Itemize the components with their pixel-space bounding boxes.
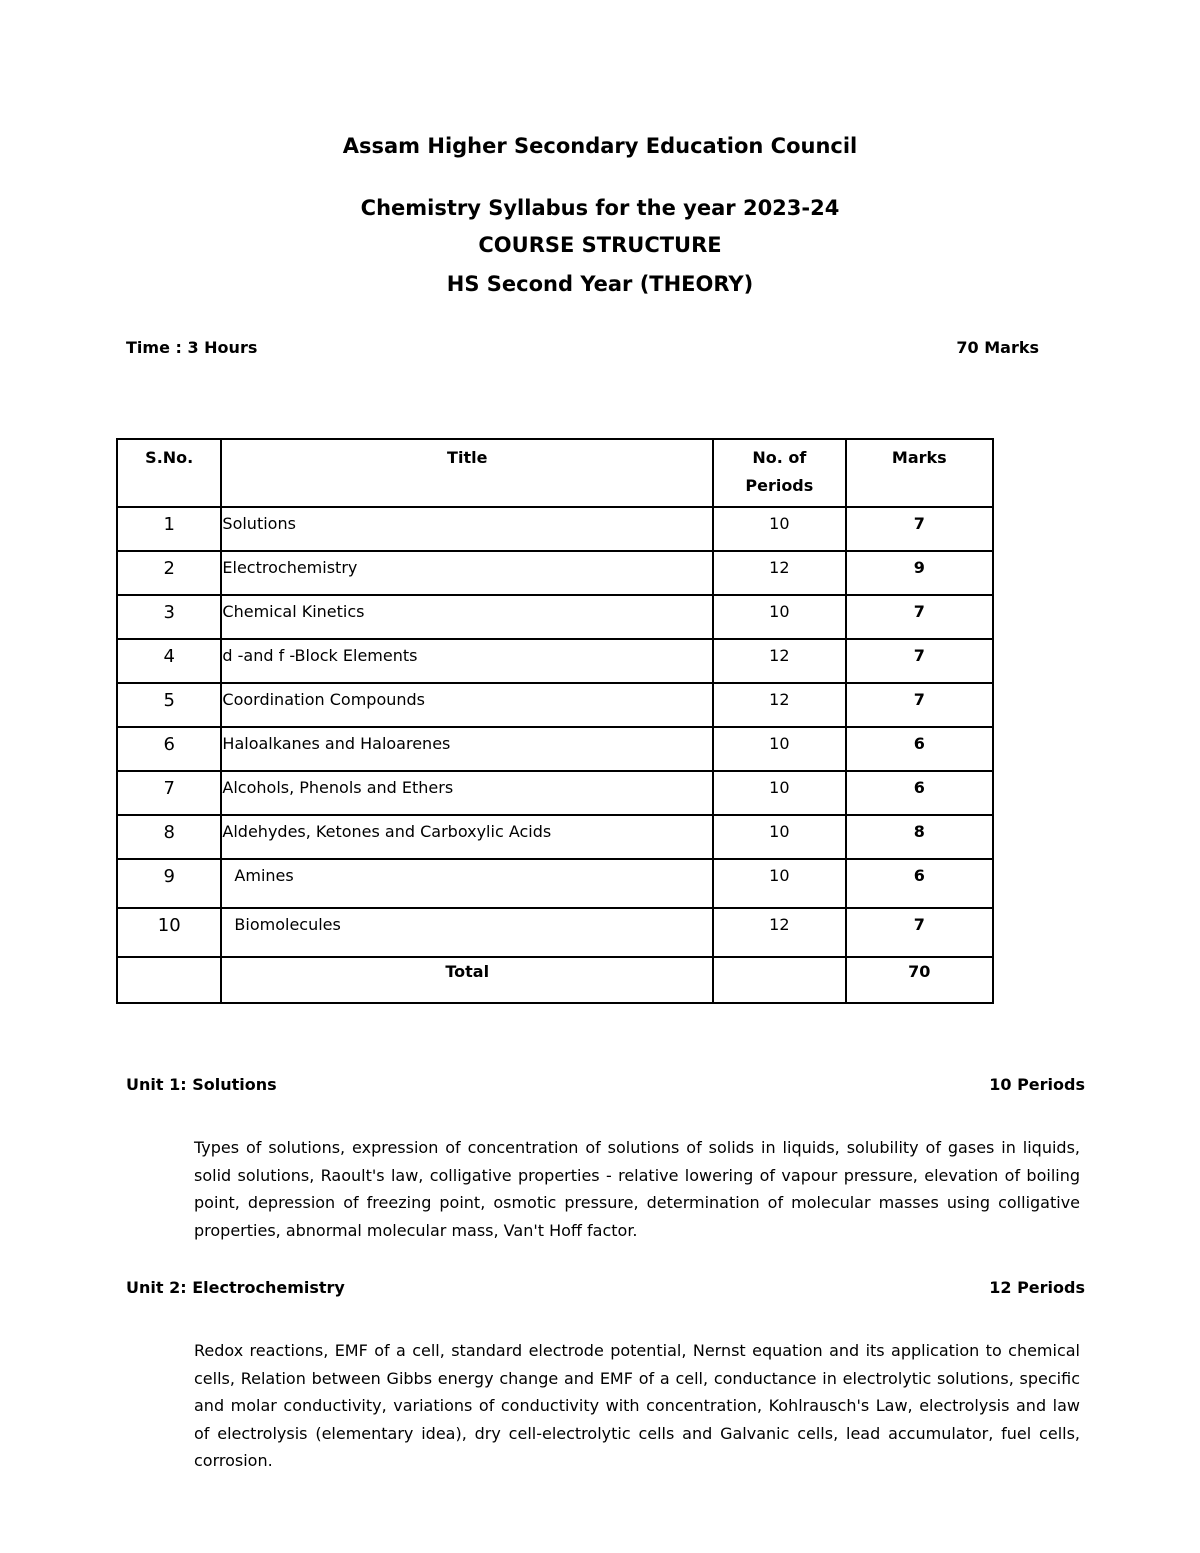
unit-1-periods: 10 Periods: [989, 1075, 1085, 1094]
header-periods: [713, 439, 846, 507]
row-sno: 5: [117, 683, 221, 727]
table-row: [117, 639, 993, 683]
row-marks: 8: [846, 815, 993, 859]
row-periods: 12: [713, 551, 846, 595]
row-sno: 1: [117, 507, 221, 551]
course-structure-table: [116, 438, 994, 1004]
total-sno-empty: [117, 957, 221, 1003]
header-sno: S.No.: [117, 439, 221, 507]
table-row: [117, 683, 993, 727]
row-periods: 10: [713, 815, 846, 859]
unit-2-description: Redox reactions, EMF of a cell, standard electrode potential, Nernst equation and its application to chemical cells, Relation between Gibbs energy change and EMF of a cell, conductance in electrolytic solutions, specific and molar conductivity, variations of conductivity with concentration, Kohlrausch's Law, electrolysis and law of electrolysis (elementary idea), dry cell-electrolytic cells and Galvanic cells, lead accumulator, fuel cells, corrosion.: [194, 1341, 1080, 1470]
row-title: Alcohols, Phenols and Ethers: [221, 771, 713, 815]
table-row: [117, 908, 993, 957]
row-sno: 6: [117, 727, 221, 771]
table-row: [117, 815, 993, 859]
unit-1-title: Unit 1: Solutions: [126, 1075, 277, 1094]
total-label: Total: [221, 957, 713, 1003]
row-periods: 10: [713, 859, 846, 908]
row-periods: 12: [713, 908, 846, 957]
row-title: Coordination Compounds: [221, 683, 713, 727]
table-row: [117, 595, 993, 639]
row-sno: 4: [117, 639, 221, 683]
row-sno: 2: [117, 551, 221, 595]
header-marks: Marks: [846, 439, 993, 507]
table-row: [117, 507, 993, 551]
row-marks: 6: [846, 771, 993, 815]
table-row: [117, 551, 993, 595]
row-sno: 3: [117, 595, 221, 639]
course-structure-heading: COURSE STRUCTURE: [478, 233, 722, 257]
row-periods: 12: [713, 683, 846, 727]
row-title: d -and f -Block Elements: [221, 639, 713, 683]
unit-2-title: Unit 2: Electrochemistry: [126, 1278, 345, 1297]
unit-1-description: Types of solutions, expression of concentration of solutions of solids in liquids, solubility of gases in liquids, solid solutions, Raoult's law, colligative properties - relative lowering of vapour pressure, elevation of boiling point, depression of freezing point, osmotic pressure, determination of molecular masses using colligative properties, abnormal molecular mass, Van't Hoff factor.: [194, 1138, 1080, 1240]
row-marks: 6: [846, 727, 993, 771]
row-marks: 7: [846, 683, 993, 727]
row-title: Biomolecules: [221, 908, 713, 957]
header-periods-text: No. of Periods: [745, 448, 814, 495]
row-marks: 7: [846, 507, 993, 551]
row-marks: 6: [846, 859, 993, 908]
row-sno: 7: [117, 771, 221, 815]
row-title: Electrochemistry: [221, 551, 713, 595]
table-row: [117, 859, 993, 908]
row-marks: 9: [846, 551, 993, 595]
row-periods: 10: [713, 595, 846, 639]
row-periods: 10: [713, 507, 846, 551]
row-title: Solutions: [221, 507, 713, 551]
row-title: Amines: [221, 859, 713, 908]
row-periods: 12: [713, 639, 846, 683]
row-title: Aldehydes, Ketones and Carboxylic Acids: [221, 815, 713, 859]
total-marks-label: 70 Marks: [956, 338, 1039, 357]
unit-2-periods: 12 Periods: [989, 1278, 1085, 1297]
row-marks: 7: [846, 595, 993, 639]
year-heading: HS Second Year (THEORY): [446, 272, 754, 296]
council-title: Assam Higher Secondary Education Council: [342, 134, 858, 158]
header-title: Title: [221, 439, 713, 507]
row-title: Haloalkanes and Haloarenes: [221, 727, 713, 771]
row-sno: 10: [117, 908, 221, 957]
total-marks: 70: [846, 957, 993, 1003]
row-title: Chemical Kinetics: [221, 595, 713, 639]
table-header-row: [117, 439, 993, 507]
total-row: [117, 957, 993, 1003]
row-sno: 9: [117, 859, 221, 908]
row-periods: 10: [713, 727, 846, 771]
syllabus-title: Chemistry Syllabus for the year 2023-24: [360, 196, 840, 220]
time-label: Time : 3 Hours: [126, 338, 258, 357]
row-periods: 10: [713, 771, 846, 815]
table-row: [117, 727, 993, 771]
row-marks: 7: [846, 639, 993, 683]
total-periods-empty: [713, 957, 846, 1003]
row-marks: 7: [846, 908, 993, 957]
table-row: [117, 771, 993, 815]
row-sno: 8: [117, 815, 221, 859]
